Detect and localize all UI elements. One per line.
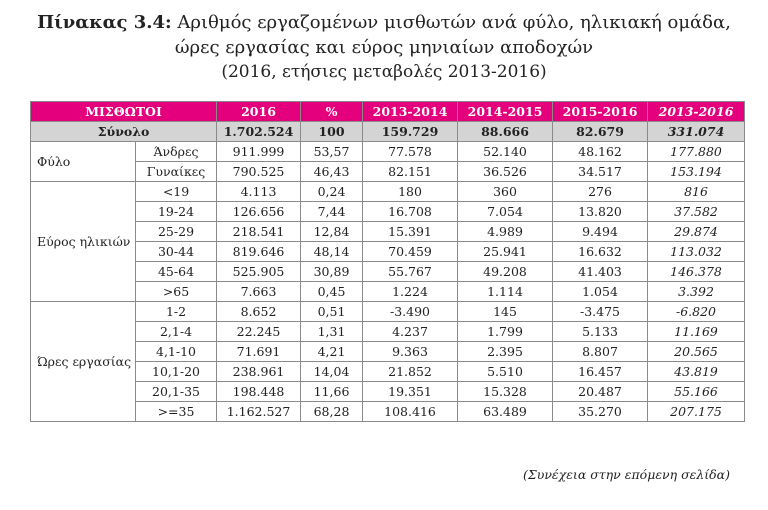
cell-sub-label: >=35: [136, 402, 217, 422]
cell-change-2014-2015: 15.328: [458, 382, 553, 402]
cell-change-2013-2014: 55.767: [363, 262, 458, 282]
table-row: [31, 402, 745, 422]
cell-value-2016: 525.905: [217, 262, 301, 282]
table-row: [31, 322, 745, 342]
cell-sub-label: <19: [136, 182, 217, 202]
cell-change-2014-2015: 49.208: [458, 262, 553, 282]
cell-value-2016: 8.652: [217, 302, 301, 322]
group-label: Εύρος ηλικιών: [31, 182, 136, 302]
total-2013-2016: 331.074: [648, 122, 745, 142]
cell-change-2013-2014: 82.151: [363, 162, 458, 182]
cell-change-2013-2016: 37.582: [648, 202, 745, 222]
cell-change-2013-2014: 77.578: [363, 142, 458, 162]
cell-change-2013-2014: 108.416: [363, 402, 458, 422]
total-row: [31, 122, 745, 142]
cell-change-2013-2014: 9.363: [363, 342, 458, 362]
cell-percent: 0,24: [301, 182, 363, 202]
cell-value-2016: 911.999: [217, 142, 301, 162]
cell-value-2016: 790.525: [217, 162, 301, 182]
cell-change-2014-2015: 1.114: [458, 282, 553, 302]
table-row: [31, 182, 745, 202]
table-row: [31, 162, 745, 182]
table-row: [31, 242, 745, 262]
table-row: [31, 202, 745, 222]
caption-line-2: ώρες εργασίας και εύρος μηνιαίων αποδοχών: [174, 37, 594, 58]
cell-change-2013-2016: 20.565: [648, 342, 745, 362]
cell-change-2013-2014: 4.237: [363, 322, 458, 342]
cell-change-2013-2014: 15.391: [363, 222, 458, 242]
cell-percent: 46,43: [301, 162, 363, 182]
group-label: Ώρες εργασίας: [31, 302, 136, 422]
cell-change-2015-2016: 16.632: [553, 242, 648, 262]
cell-percent: 12,84: [301, 222, 363, 242]
caption-line-3: (2016, ετήσιες μεταβολές 2013-2016): [221, 62, 547, 82]
table-row: [31, 382, 745, 402]
cell-change-2015-2016: 34.517: [553, 162, 648, 182]
cell-value-2016: 126.656: [217, 202, 301, 222]
cell-change-2014-2015: 4.989: [458, 222, 553, 242]
continued-note: (Συνέχεια στην επόμενη σελίδα): [523, 467, 730, 482]
cell-sub-label: Άνδρες: [136, 142, 217, 162]
table-row: [31, 302, 745, 322]
cell-change-2015-2016: 8.807: [553, 342, 648, 362]
cell-change-2014-2015: 360: [458, 182, 553, 202]
cell-change-2013-2016: 177.880: [648, 142, 745, 162]
cell-sub-label: 45-64: [136, 262, 217, 282]
cell-change-2015-2016: 20.487: [553, 382, 648, 402]
total-2014-2015: 88.666: [458, 122, 553, 142]
cell-change-2015-2016: 9.494: [553, 222, 648, 242]
cell-change-2015-2016: 13.820: [553, 202, 648, 222]
cell-sub-label: 10,1-20: [136, 362, 217, 382]
cell-value-2016: 238.961: [217, 362, 301, 382]
table-row: [31, 362, 745, 382]
header-employees: ΜΙΣΘΩΤΟΙ: [31, 102, 217, 122]
cell-change-2013-2014: 70.459: [363, 242, 458, 262]
cell-value-2016: 1.162.527: [217, 402, 301, 422]
cell-change-2015-2016: 1.054: [553, 282, 648, 302]
cell-value-2016: 22.245: [217, 322, 301, 342]
total-label: Σύνολο: [31, 122, 217, 142]
cell-change-2015-2016: -3.475: [553, 302, 648, 322]
cell-sub-label: Γυναίκες: [136, 162, 217, 182]
cell-percent: 14,04: [301, 362, 363, 382]
cell-change-2014-2015: 1.799: [458, 322, 553, 342]
cell-sub-label: 20,1-35: [136, 382, 217, 402]
cell-percent: 11,66: [301, 382, 363, 402]
cell-change-2013-2016: -6.820: [648, 302, 745, 322]
cell-change-2014-2015: 63.489: [458, 402, 553, 422]
cell-change-2013-2016: 29.874: [648, 222, 745, 242]
cell-percent: 1,31: [301, 322, 363, 342]
cell-change-2013-2016: 43.819: [648, 362, 745, 382]
cell-change-2014-2015: 7.054: [458, 202, 553, 222]
cell-change-2015-2016: 35.270: [553, 402, 648, 422]
cell-change-2013-2014: -3.490: [363, 302, 458, 322]
cell-percent: 7,44: [301, 202, 363, 222]
cell-change-2015-2016: 5.133: [553, 322, 648, 342]
caption-line-1: [0, 10, 768, 35]
cell-value-2016: 819.646: [217, 242, 301, 262]
table-row: [31, 282, 745, 302]
cell-sub-label: 4,1-10: [136, 342, 217, 362]
cell-percent: 0,51: [301, 302, 363, 322]
cell-value-2016: 218.541: [217, 222, 301, 242]
cell-change-2013-2016: 11.169: [648, 322, 745, 342]
cell-sub-label: >65: [136, 282, 217, 302]
cell-percent: 0,45: [301, 282, 363, 302]
cell-change-2013-2014: 19.351: [363, 382, 458, 402]
total-percent: 100: [301, 122, 363, 142]
cell-change-2013-2014: 180: [363, 182, 458, 202]
cell-value-2016: 4.113: [217, 182, 301, 202]
cell-value-2016: 7.663: [217, 282, 301, 302]
cell-change-2014-2015: 5.510: [458, 362, 553, 382]
cell-change-2013-2016: 113.032: [648, 242, 745, 262]
cell-change-2014-2015: 36.526: [458, 162, 553, 182]
cell-change-2013-2016: 816: [648, 182, 745, 202]
header-2013-2014: 2013-2014: [363, 102, 458, 122]
cell-change-2014-2015: 145: [458, 302, 553, 322]
cell-sub-label: 1-2: [136, 302, 217, 322]
cell-value-2016: 71.691: [217, 342, 301, 362]
header-2016: 2016: [217, 102, 301, 122]
cell-change-2015-2016: 276: [553, 182, 648, 202]
group-label: Φύλο: [31, 142, 136, 182]
cell-change-2015-2016: 16.457: [553, 362, 648, 382]
cell-sub-label: 19-24: [136, 202, 217, 222]
table-caption: [0, 10, 768, 85]
table-row: [31, 142, 745, 162]
total-2015-2016: 82.679: [553, 122, 648, 142]
caption-label: Πίνακας 3.4:: [37, 12, 172, 33]
cell-percent: 30,89: [301, 262, 363, 282]
table-row: [31, 262, 745, 282]
header-row: [31, 102, 745, 122]
cell-percent: 53,57: [301, 142, 363, 162]
total-2013-2014: 159.729: [363, 122, 458, 142]
cell-change-2013-2016: 207.175: [648, 402, 745, 422]
header-percent: %: [301, 102, 363, 122]
cell-change-2013-2016: 55.166: [648, 382, 745, 402]
cell-change-2013-2016: 146.378: [648, 262, 745, 282]
cell-value-2016: 198.448: [217, 382, 301, 402]
cell-change-2013-2014: 21.852: [363, 362, 458, 382]
header-2014-2015: 2014-2015: [458, 102, 553, 122]
table-row: [31, 342, 745, 362]
table-row: [31, 222, 745, 242]
header-2015-2016: 2015-2016: [553, 102, 648, 122]
cell-percent: 48,14: [301, 242, 363, 262]
cell-change-2013-2014: 1.224: [363, 282, 458, 302]
cell-percent: 4,21: [301, 342, 363, 362]
cell-percent: 68,28: [301, 402, 363, 422]
cell-change-2014-2015: 25.941: [458, 242, 553, 262]
cell-change-2015-2016: 41.403: [553, 262, 648, 282]
caption-text-1: Αριθμός εργαζομένων μισθωτών ανά φύλο, ηλικιακή ομάδα,: [177, 12, 731, 33]
cell-sub-label: 2,1-4: [136, 322, 217, 342]
cell-change-2013-2016: 153.194: [648, 162, 745, 182]
cell-change-2013-2014: 16.708: [363, 202, 458, 222]
employees-table: [30, 101, 745, 422]
cell-change-2014-2015: 2.395: [458, 342, 553, 362]
total-2016: 1.702.524: [217, 122, 301, 142]
cell-change-2015-2016: 48.162: [553, 142, 648, 162]
cell-change-2014-2015: 52.140: [458, 142, 553, 162]
header-2013-2016: 2013-2016: [648, 102, 745, 122]
cell-change-2013-2016: 3.392: [648, 282, 745, 302]
cell-sub-label: 30-44: [136, 242, 217, 262]
cell-sub-label: 25-29: [136, 222, 217, 242]
